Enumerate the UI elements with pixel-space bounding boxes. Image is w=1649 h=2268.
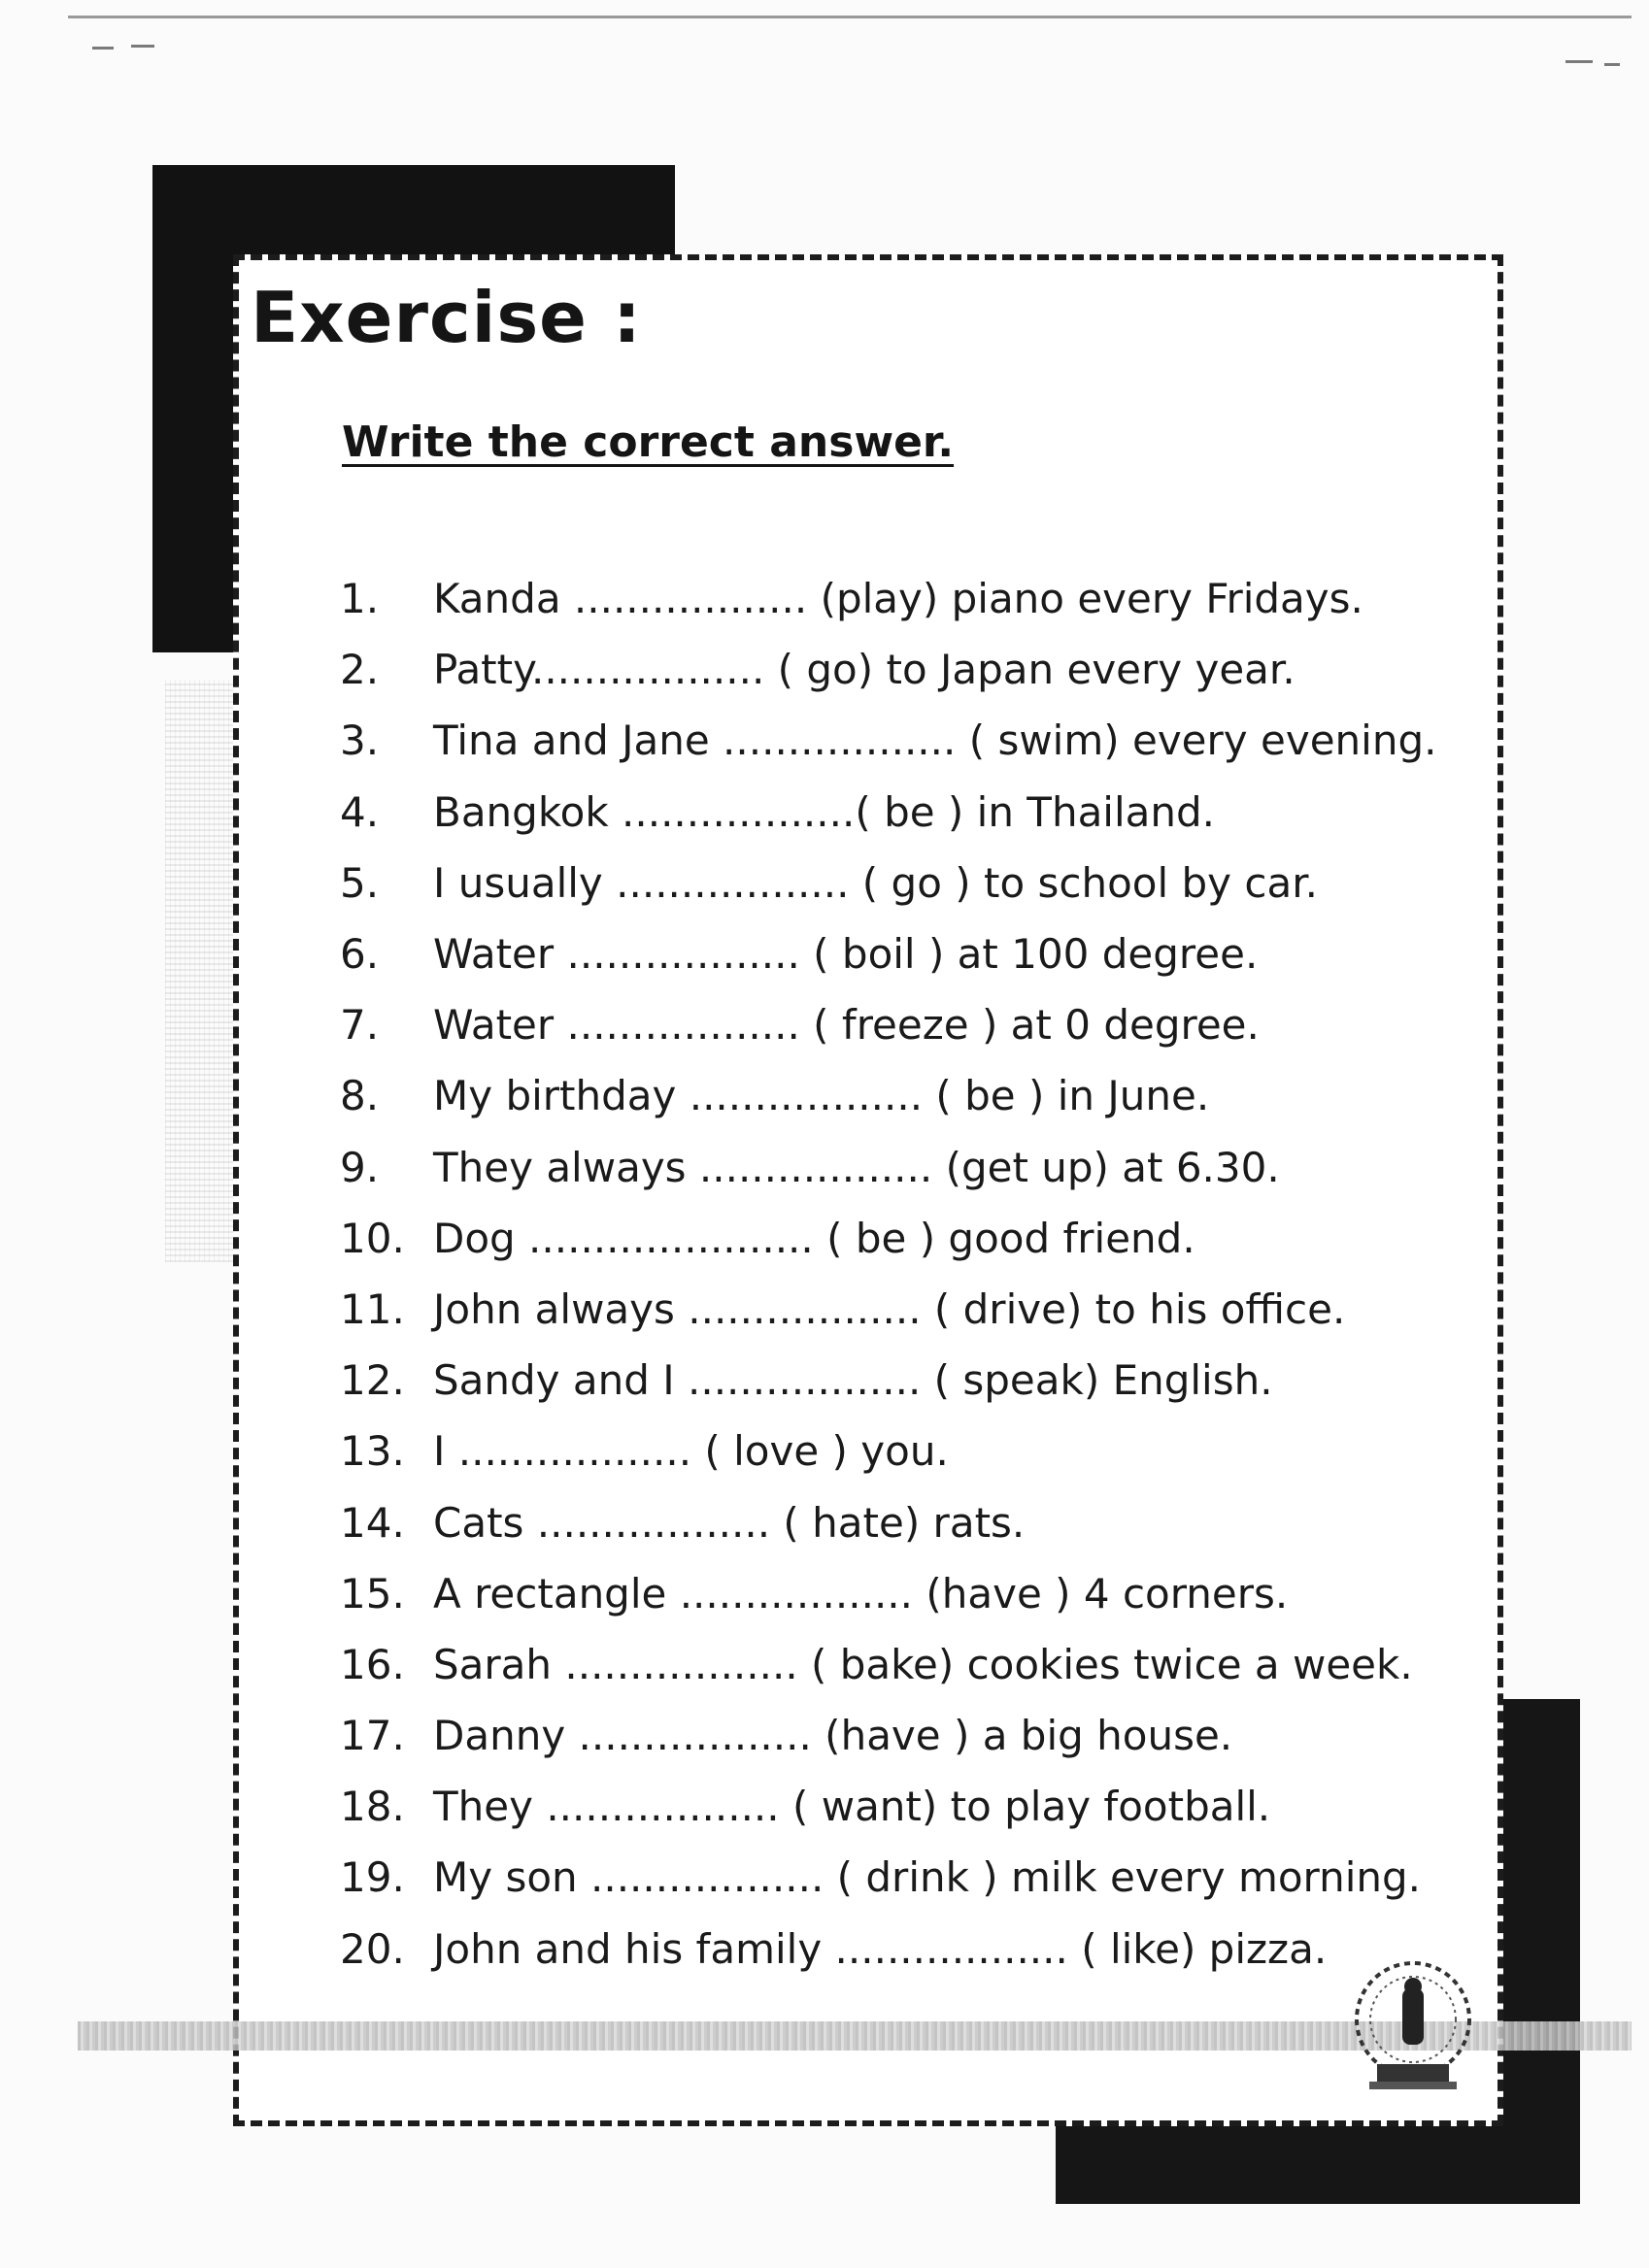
question-number: 7. [340,1001,380,1050]
question-number: 14. [340,1498,405,1547]
question-number: 1. [340,575,380,623]
scan-mark-left-2 [131,45,154,48]
question-number: 5. [340,858,380,907]
question-text: Water .................. ( boil ) at 100 degree. [433,930,1259,979]
question-item [340,1132,1437,1203]
scan-noise [165,680,238,1262]
question-item [340,1700,1437,1771]
question-number: 18. [340,1783,405,1831]
question-number: 15. [340,1569,405,1618]
question-item [340,1629,1437,1700]
question-text: John always .................. ( drive) to his office. [433,1284,1346,1333]
question-item [340,634,1437,705]
instruction-text: Write the correct answer. [342,417,955,467]
question-number: 12. [340,1356,405,1405]
question-text: Patty.................. ( go) to Japan every year. [433,646,1296,694]
question-number: 4. [340,787,380,836]
scan-mark-left [92,47,114,50]
question-item [340,1914,1437,1984]
scan-mark-right-2 [1604,63,1620,66]
question-item [340,1203,1437,1274]
page-top-rule [68,16,1632,18]
question-number: 9. [340,1143,380,1191]
question-text: Sarah .................. ( bake) cookies twice a week. [433,1640,1413,1688]
question-text: My birthday .................. ( be ) in June. [433,1072,1210,1120]
question-text: My son .................. ( drink ) milk every morning. [433,1853,1422,1902]
question-text: Tina and Jane .................. ( swim) every evening. [433,717,1437,765]
question-text: Cats .................. ( hate) rats. [433,1498,1026,1547]
question-item [340,563,1437,634]
question-number: 16. [340,1640,405,1688]
question-item [340,1771,1437,1842]
question-item [340,1486,1437,1557]
question-number: 19. [340,1853,405,1902]
question-text: Dog ...................... ( be ) good friend. [433,1214,1195,1262]
question-number: 11. [340,1284,405,1333]
question-text: Sandy and I .................. ( speak) English. [433,1356,1273,1405]
question-text: They .................. ( want) to play football. [433,1783,1271,1831]
question-item [340,848,1437,918]
question-item [340,1274,1437,1345]
question-item [340,1416,1437,1486]
question-item [340,1558,1437,1629]
exercise-heading: Exercise : [251,277,642,358]
question-text: John and his family .................. ( like) pizza. [433,1924,1328,1973]
question-text: Danny .................. (have ) a big house. [433,1712,1233,1760]
question-item [340,777,1437,848]
question-item [340,705,1437,776]
question-text: A rectangle .................. (have ) 4 corners. [433,1569,1289,1618]
question-text: They always .................. (get up) at 6.30. [433,1143,1280,1191]
question-text: I .................. ( love ) you. [433,1427,949,1476]
question-item [340,989,1437,1060]
question-list [340,563,1437,1984]
question-number: 20. [340,1924,405,1973]
question-number: 8. [340,1072,380,1120]
question-number: 17. [340,1712,405,1760]
scan-mark-right [1565,60,1593,63]
question-number: 10. [340,1214,405,1262]
question-text: I usually .................. ( go ) to school by car. [433,858,1318,907]
question-number: 3. [340,717,380,765]
question-number: 6. [340,930,380,979]
question-text: Bangkok ..................( be ) in Thailand. [433,787,1216,836]
question-number: 13. [340,1427,405,1476]
question-item [340,1842,1437,1913]
question-text: Water .................. ( freeze ) at 0 degree. [433,1001,1260,1050]
question-item [340,1060,1437,1131]
question-item [340,1345,1437,1416]
question-text: Kanda .................. (play) piano every Fridays. [433,575,1363,623]
question-number: 2. [340,646,380,694]
decorative-stamp-icon [1340,1950,1486,2105]
question-item [340,918,1437,989]
